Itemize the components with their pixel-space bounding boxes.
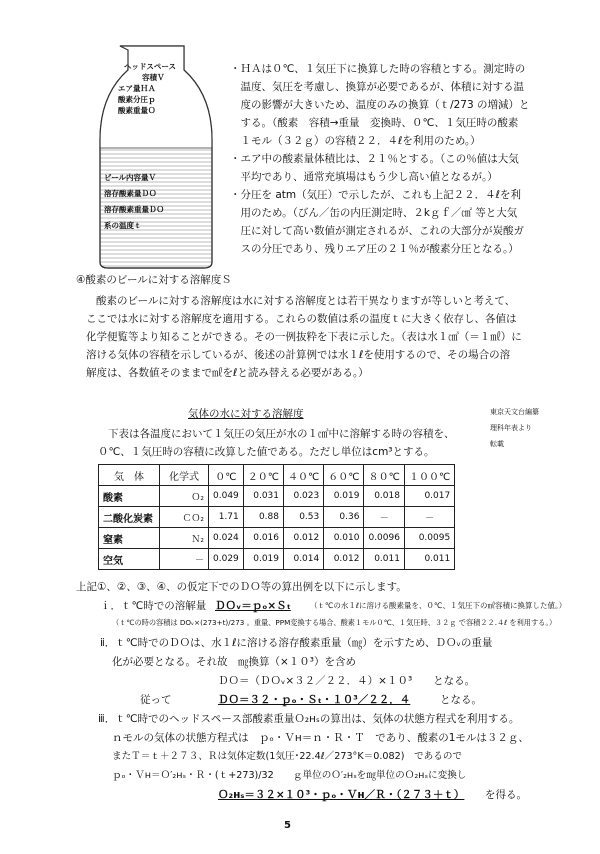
bottle-label-dissolved-o2: 溶存酸素量ＤＯ [104, 189, 157, 198]
table-cell: 0.018 [364, 486, 405, 507]
note-ha-line: ・ＨＡは０℃、１気圧下に換算した時の容積とする。測定時の [230, 63, 526, 75]
calc-iii-eq: Ｏ₂ʜₛ＝３２×１０³・ｐₒ・Ｖʜ／Ｒ・（２７３＋ｔ） [218, 789, 465, 801]
bottle-label-volume: 容積Ｖ [142, 73, 165, 82]
table-cell: 空気 [99, 549, 160, 570]
table-cell: 0.049 [209, 486, 244, 507]
table-header-row [99, 465, 455, 486]
page-number: 5 [284, 820, 291, 831]
table-cell: 0.024 [209, 528, 244, 549]
table-cell: 0.019 [324, 486, 364, 507]
table-cell: 0.016 [243, 528, 283, 549]
table-cell: － [404, 507, 454, 528]
note-ha-line: １モル（３２ｇ）の容積２２．４ℓを利用のため。） [230, 135, 481, 147]
table-cell: 0.88 [243, 507, 283, 528]
note-partial-pressure-line: スの分圧であり、残りエア圧の２１％が酸素分圧となる。） [230, 243, 519, 255]
table-header: ６０℃ [324, 465, 364, 486]
table-cell: 0.031 [243, 486, 283, 507]
note-partial-pressure-line: ・分圧を atm（気圧）で示したが、これも上記２２．４ℓを利 [230, 189, 521, 201]
table-cell: 窒素 [99, 528, 160, 549]
bottle-label-dissolved-o2-weight: 溶存酸素重量ＤＯ [104, 205, 164, 214]
note-partial-pressure [230, 186, 580, 258]
table-cell: ＣＯ₂ [160, 507, 209, 528]
table-cell: Ｎ₂ [160, 528, 209, 549]
calc-ii-line2: 化が必要となる。それ故 ㎎換算（×１０³）を含め [112, 656, 357, 668]
table-row [99, 507, 455, 528]
note-oxygen-ratio-line: 平均であり、通常充填場はもう少し高い値となるが。） [230, 171, 498, 183]
table-cell: 0.011 [364, 549, 405, 570]
table-row [99, 549, 455, 570]
bottle-label-temp: 系の温度ｔ [104, 221, 142, 230]
calc-iii-line1: ⅲ．ｔ℃時でのヘッドスペース部酸素重量Ｏ₂ʜₛの算出は、気体の状態方程式を利用する。 [98, 713, 520, 725]
note-ha-line: 温度、気圧を考慮し、換算が必要であるが、体積に対する温 [230, 81, 524, 93]
solubility-table [98, 464, 455, 570]
table-cell: 0.014 [284, 549, 324, 570]
table-cell: 0.012 [324, 549, 364, 570]
section4-heading: ④酸素のビールに対する溶解度Ｓ [76, 274, 232, 286]
table-cell: 0.36 [324, 507, 364, 528]
bottle-label-beer-volume: ビール内容量Ｖ [104, 173, 157, 182]
calc-ii-eq2-end: となる。 [440, 694, 482, 706]
calc-ii-eq2: ＤＯ＝３２・ｐₒ・Ｓₜ・１０³／２２．４ [218, 694, 411, 706]
calc-ii-eq1: ＤＯ＝（ＤＯᵥ×３２／２２．４）×１０³ となる。 [218, 675, 476, 687]
table-desc-1: 下表は各温度において１気圧の気圧が水の１㎤中に溶解する時の容積を、 [108, 428, 455, 440]
table-cell: － [364, 507, 405, 528]
table-header: 化学式 [160, 465, 209, 486]
note-ha-line: 度の影響が大きいため、温度のみの換算（ｔ/273 の増減）と [230, 99, 530, 111]
note-partial-pressure-line: 圧に対して高い数値が測定されるが、これの大部分が炭酸ガ [230, 225, 524, 237]
table-cell: 0.017 [404, 486, 454, 507]
section4-line: 化学便覧等より知ることができる。その一例抜粋を下表に示した。（表は水１㎤（＝１㎖）に [86, 331, 522, 343]
table-row [99, 486, 455, 507]
bottle-label-oxygen-weight: 酸素重量Ｏ [118, 106, 156, 115]
table-cell: Ｏ₂ [160, 486, 209, 507]
calc-iii-line3: またＴ＝ｔ＋２７３、Ｒは気体定数(1気圧･22.4ℓ／273°K＝0.082) であるので [112, 751, 463, 762]
calc-ii-follow: 従って [140, 694, 172, 706]
section4-line: ここでは水に対する溶解度を適用する。これらの数値は系の温度ｔに大きく依存し、各値は [86, 313, 517, 325]
table-source-line: 転載 [490, 440, 504, 448]
table-cell: 0.029 [209, 549, 244, 570]
table-cell: 0.0095 [404, 528, 454, 549]
table-row [99, 528, 455, 549]
calc-iii-end: を得る。 [485, 789, 527, 801]
table-header: 気 体 [99, 465, 160, 486]
section4-paragraph [86, 292, 522, 382]
bottle-label-headspace: ヘッドスペース [124, 62, 177, 71]
table-cell: － [160, 549, 209, 570]
table-header: ４０℃ [284, 465, 324, 486]
note-ha [230, 60, 580, 150]
table-cell: 0.019 [243, 549, 283, 570]
table-header: ８０℃ [364, 465, 405, 486]
table-cell: 1.71 [209, 507, 244, 528]
section4-line: 酸素のビールに対する溶解度は水に対する溶解度とは若干異なりますが等しいと考えて、 [96, 295, 516, 307]
table-header: １００℃ [404, 465, 454, 486]
calc-iii-line2: ｎモルの気体の状態方程式は ｐₒ・Ｖʜ＝ｎ・Ｒ・Ｔ であり、酸素の1モルは３２ｇ、 [112, 732, 529, 744]
note-partial-pressure-line: 用のため。（びん／缶の内圧測定時、２kｇｆ／㎠ 等と大気 [230, 207, 518, 219]
calc-intro: 上記①、②、③、④、の仮定下でのＤＯ等の算出例を以下に示します。 [76, 581, 407, 593]
table-cell: 0.53 [284, 507, 324, 528]
calc-i-prefix: ｉ．ｔ℃時での溶解量 [100, 600, 207, 612]
calc-ii-line1: ⅱ．ｔ℃時でのＤＯは、水１ℓに溶ける溶存酸素重量（㎎）を示すため、ＤＯᵥの重量 [100, 637, 493, 649]
table-source-line: 東京天文台編纂 [490, 408, 539, 416]
table-cell: 0.023 [284, 486, 324, 507]
section4-line: 解度は、各数値そのままで㎖をℓと読み替える必要がある。） [86, 367, 369, 379]
table-cell: 0.011 [404, 549, 454, 570]
table-cell: 二酸化炭素 [99, 507, 160, 528]
table-cell: 0.012 [284, 528, 324, 549]
note-oxygen-ratio-line: ・エア中の酸素量体積比は、２１％とする。（この％値は大気 [230, 153, 519, 165]
calc-i-note: （ｔ℃の水１ℓに溶ける酸素量を、０℃、１気圧下の㎖容積に換算した値。） [310, 601, 567, 610]
table-title: 気体の水に対する溶解度 [188, 408, 304, 420]
calc-i-formula: ＤＯᵥ＝ｐₒ×Ｓₜ [215, 600, 291, 612]
table-desc-2: ０℃、１気圧時の容積に改算した値である。ただし単位はcm³とする。 [98, 446, 435, 458]
note-oxygen-ratio [230, 150, 580, 186]
table-source [490, 404, 539, 452]
calc-iii-line4: ｐₒ・Ｖʜ＝Ｏ′₂ʜₛ・Ｒ・(ｔ+273)/32 ｇ単位のＯ′₂ʜₛを㎎単位のＯ₂ʜₛに変換し [112, 770, 467, 781]
table-cell: 0.0096 [364, 528, 405, 549]
bottle-label-oxygen-pressure: 酸素分圧ｐ [118, 95, 156, 104]
calc-i-sub: （ｔ℃の時の容積は DOᵥ×(273+t)/273 。重量、PPM変換する場合、酸素１モル０℃、１気圧時、３２ｇ で容積２２.４ℓ を利用する。） [112, 618, 557, 627]
section4-line: 溶ける気体の容積を示しているが、後述の計算例では水１ℓを使用するので、その場合の溶 [86, 349, 511, 361]
note-ha-line: する。（酸素 容積→重量 変換時、０℃、１気圧時の酸素 [230, 117, 519, 129]
table-cell: 酸素 [99, 486, 160, 507]
table-cell: 0.010 [324, 528, 364, 549]
table-header: ２０℃ [243, 465, 283, 486]
table-source-line: 理科年表より [490, 424, 532, 432]
table-header: ０℃ [209, 465, 244, 486]
bottle-label-air: エア量ＨＡ [118, 84, 156, 93]
